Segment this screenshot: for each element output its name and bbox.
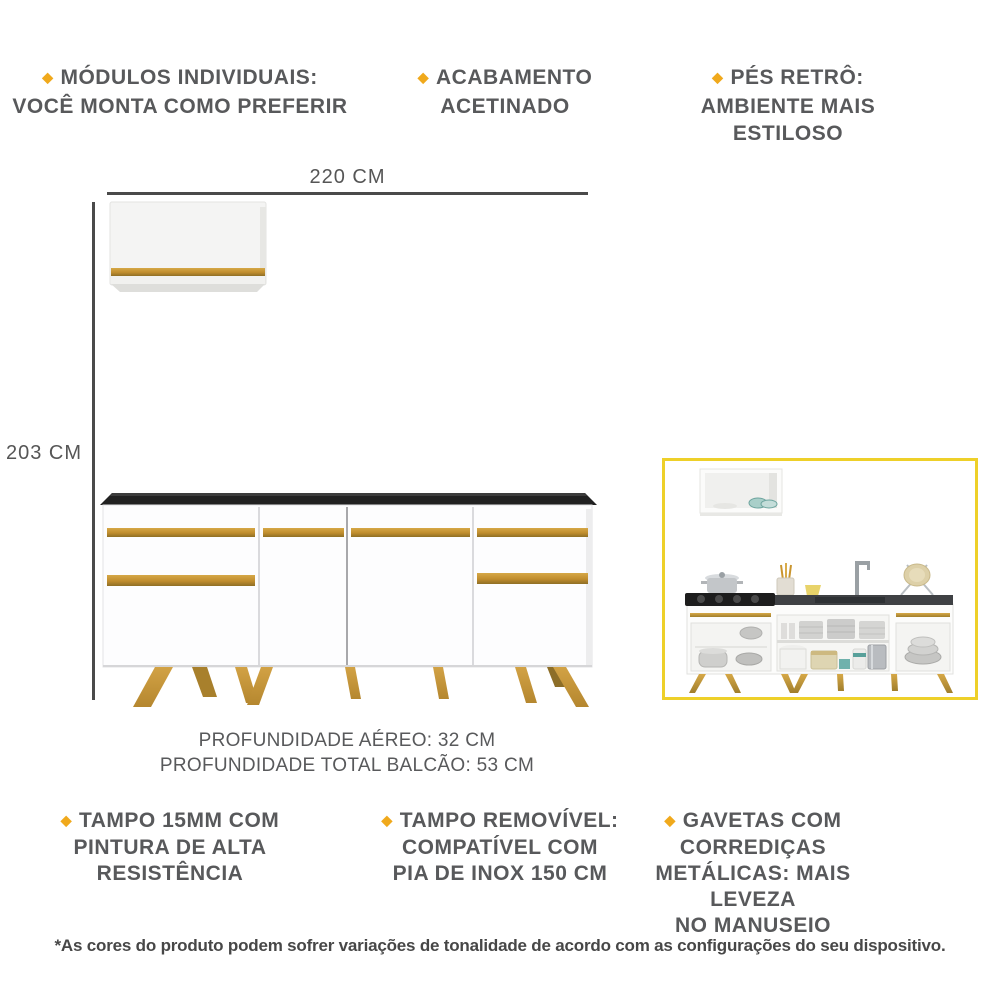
feature-text: RESISTÊNCIA xyxy=(96,862,244,885)
diamond-bullet-icon: ◆ xyxy=(42,69,54,85)
base-cabinet-drawing xyxy=(95,485,600,715)
diamond-bullet-icon: ◆ xyxy=(60,812,72,828)
feature-text: TAMPO REMOVÍVEL: xyxy=(399,809,619,832)
height-dimension-label: 203 CM xyxy=(5,442,82,464)
feature-text: TAMPO 15MM COM xyxy=(79,809,280,832)
feature-line xyxy=(668,64,908,93)
inset-counter-items xyxy=(701,561,933,596)
feature-acabamento xyxy=(400,64,610,120)
diamond-bullet-icon: ◆ xyxy=(417,69,429,85)
feature-text: ACABAMENTO xyxy=(436,66,593,89)
kitchen-inset-image xyxy=(662,458,978,700)
feature-line xyxy=(370,808,630,835)
diamond-bullet-icon: ◆ xyxy=(381,812,393,828)
feature-tampo-15mm xyxy=(40,808,300,887)
feature-text: GAVETAS COM CORREDIÇAS xyxy=(679,809,842,859)
retro-legs xyxy=(133,667,589,707)
feature-line xyxy=(623,808,883,861)
feature-text: COMPATÍVEL COM xyxy=(402,836,598,859)
feature-text: MÓDULOS INDIVIDUAIS: xyxy=(60,66,318,89)
wall-cabinet-drawing xyxy=(108,200,270,296)
feature-gavetas-corredicas xyxy=(623,808,883,939)
kitchen-inset-drawing xyxy=(665,461,975,697)
feature-modulos-individuais xyxy=(10,64,350,120)
feature-text: NO MANUSEIO xyxy=(674,914,831,937)
feature-text: VOCÊ MONTA COMO PREFERIR xyxy=(12,95,348,118)
feature-line xyxy=(10,64,350,93)
inset-base-counter xyxy=(685,593,953,693)
feature-line xyxy=(400,64,610,93)
feature-tampo-removivel xyxy=(370,808,630,887)
feature-text: PIA DE INOX 150 CM xyxy=(392,862,608,885)
width-dimension-label: 220 CM xyxy=(309,166,386,188)
feature-text: ACETINADO xyxy=(440,95,570,118)
feature-text: METÁLICAS: MAIS LEVEZA xyxy=(655,862,851,911)
inset-wall-cabinet xyxy=(700,469,782,516)
feature-text: PINTURA DE ALTA xyxy=(73,836,267,859)
depth-annotations xyxy=(147,728,547,778)
depth-balcao-label: PROFUNDIDADE TOTAL BALCÃO: 53 CM xyxy=(159,755,535,776)
feature-line xyxy=(40,808,300,835)
feature-text: PÉS RETRÔ: xyxy=(730,66,864,89)
diamond-bullet-icon: ◆ xyxy=(664,812,676,828)
width-dimension-line xyxy=(107,192,588,195)
feature-text: AMBIENTE MAIS ESTILOSO xyxy=(700,95,876,145)
depth-aereo-label: PROFUNDIDADE AÉREO: 32 CM xyxy=(198,730,496,751)
color-disclaimer: *As cores do produto podem sofrer variações de tonalidade de acordo com as configurações do seu dispositivo. xyxy=(54,936,946,955)
feature-pes-retro xyxy=(668,64,908,147)
diamond-bullet-icon: ◆ xyxy=(712,69,724,85)
